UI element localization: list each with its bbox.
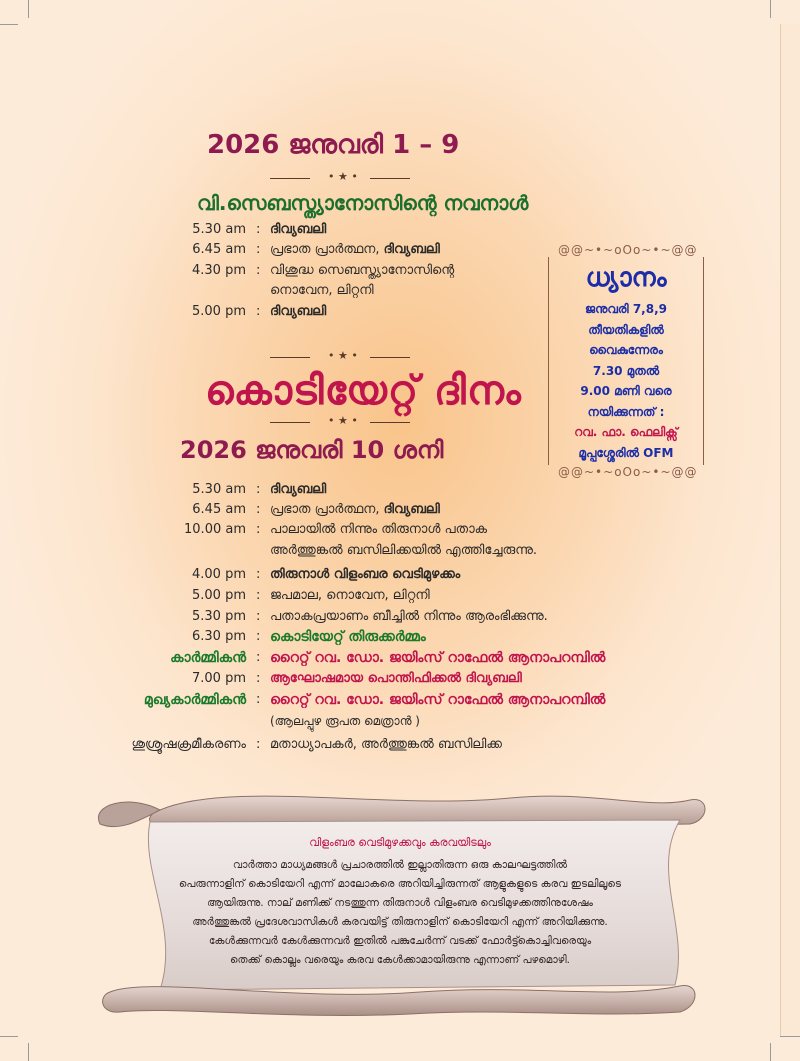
- meditation-box: [540, 243, 712, 477]
- meditation-line: ജനുവരി 7,8,9: [584, 302, 667, 316]
- ornament-top: @@~•~oOo~•~@@: [558, 243, 698, 257]
- note-line: അർത്തുങ്കൽ പ്രദേശവാസികൾ കരവയിട്ട് തിരുനാളിന് കൊടിയേറി എന്ന് അറിയിക്കുന്നു.: [192, 916, 608, 928]
- schedule-desc: ജപമാല, നൊവേന, ലിറ്റനി: [270, 588, 430, 603]
- colon: :: [256, 242, 261, 257]
- note-line: കേൾക്കുന്നവർ കേൾക്കുന്നവർ ഇതിൽ പങ്കുചേർന്ന് വടക്ക് ഫോർട്ട്കൊച്ചിവരെയും: [208, 935, 592, 947]
- note-title: വിളംബര വെടിമുഴക്കവും കരവയിടലും: [309, 836, 491, 849]
- novena-title: വി.സെബസ്ത്യാനോസിന്റെ നവനാൾ: [197, 191, 529, 215]
- meditation-line: 9.00 മണി വരെ: [580, 384, 672, 398]
- novena-date-range: 2026 ജനുവരി 1 – 9: [207, 130, 460, 160]
- schedule-desc-cont: (ആലപ്പുഴ രൂപത മെത്രാൻ ): [270, 714, 420, 728]
- schedule-time: 6.30 pm: [192, 629, 246, 644]
- note-line: വാർത്താ മാധ്യമങ്ങൾ പ്രചാരത്തിൽ ഇല്ലാതിരുന്ന ഒരു കാലഘട്ടത്തിൽ: [232, 859, 568, 871]
- schedule-desc: ദിവ്യബലി: [270, 222, 327, 237]
- schedule-time: 4.00 pm: [192, 567, 246, 582]
- crop-mark: [770, 1043, 771, 1061]
- divider-ornament: • ★ •: [270, 353, 410, 363]
- schedule-time: 5.30 am: [192, 222, 246, 237]
- novena-schedule: [150, 222, 530, 322]
- crop-mark: [0, 24, 18, 25]
- schedule-time: 5.00 pm: [192, 304, 246, 319]
- schedule-time: 6.45 am: [192, 242, 246, 257]
- meditation-title: ധ്യാനം: [585, 263, 667, 293]
- crop-mark: [0, 1036, 18, 1037]
- crop-mark: [770, 0, 771, 18]
- schedule-desc: കൊടിയേറ്റ് തിരുക്കർമ്മം: [270, 629, 426, 645]
- schedule-desc: പാലായിൽ നിന്നും തിരുനാൾ പതാക: [270, 522, 488, 537]
- schedule-desc: വിശുദ്ധ സെബസ്ത്യാനോസിന്റെ: [270, 263, 455, 278]
- schedule-desc: മതാധ്യാപകർ, അർത്തുങ്കൽ ബസിലിക്ക: [270, 737, 502, 752]
- colon: :: [256, 304, 261, 319]
- schedule-desc-cont: അർത്തുങ്കൽ ബസിലിക്കയിൽ എത്തിച്ചേരുന്നു.: [270, 543, 538, 558]
- flag-day-title: കൊടിയേറ്റ് ദിനം: [205, 368, 522, 414]
- meditation-leader: മൂപ്പശ്ശേരിൽ OFM: [578, 445, 674, 460]
- schedule-time: 5.30 pm: [192, 609, 246, 624]
- schedule-desc: ദിവ്യബലി: [270, 482, 327, 497]
- meditation-line: വൈകുന്നേരം: [589, 343, 663, 357]
- meditation-leader: റവ. ഫാ. ഫെലിക്സ്: [574, 425, 678, 439]
- schedule-desc: പ്രഭാത പ്രാർത്ഥന,: [270, 242, 384, 257]
- schedule-role: കാർമ്മികൻ: [170, 650, 246, 666]
- schedule-desc: തിരുനാൾ വിളംബര വെടിമുഴക്കം: [270, 567, 461, 582]
- crop-mark: [28, 0, 29, 18]
- meditation-line: 7.30 മുതൽ: [592, 363, 660, 378]
- divider-ornament: • ★ •: [270, 418, 410, 428]
- schedule-time: 10.00 am: [184, 522, 246, 537]
- note-line: ആയിരുന്നു. നാല് മണിക്ക് നടത്തുന്ന തിരുനാൾ വിളംബര വെടിമുഴക്കത്തിനുശേഷം: [207, 897, 593, 909]
- right-bleed-strip: [780, 24, 800, 1036]
- colon: :: [256, 263, 261, 278]
- schedule-desc-bold: ദിവ്യബലി: [383, 502, 440, 517]
- schedule-desc: പ്രഭാത പ്രാർത്ഥന,: [270, 502, 384, 517]
- schedule-desc: പതാകപ്രയാണം ബീച്ചിൽ നിന്നും ആരംഭിക്കുന്നു.: [270, 609, 548, 624]
- schedule-desc-bold: ദിവ്യബലി: [383, 242, 440, 257]
- note-scroll: [90, 780, 710, 1020]
- schedule-desc: ആഘോഷമായ പൊന്തിഫിക്കൽ ദിവ്യബലി: [270, 671, 522, 686]
- schedule-role: മുഖ്യകാർമ്മികൻ: [143, 692, 246, 708]
- note-line: തെക്ക് കൊല്ലം വരെയും കരവ കേൾക്കാമായിരുന്നു എന്നാണ് പഴമൊഴി.: [229, 954, 570, 966]
- colon: :: [256, 222, 261, 237]
- note-line: പെരുന്നാളിന് കൊടിയേറി എന്ന് മാലോകരെ അറിയിച്ചിരുന്നത് ആളുകളുടെ കരവ ഇടലിലൂടെ: [178, 878, 622, 890]
- schedule-time: 7.00 pm: [192, 671, 246, 686]
- schedule-time: 5.30 am: [192, 482, 246, 497]
- schedule-desc: റൈറ്റ് റവ. ഡോ. ജയിംസ് റാഫേൽ ആനാപറമ്പിൽ: [270, 650, 606, 666]
- schedule-time: 4.30 pm: [192, 263, 246, 278]
- schedule-desc: റൈറ്റ് റവ. ഡോ. ജയിംസ് റാഫേൽ ആനാപറമ്പിൽ: [270, 692, 606, 708]
- schedule-time: 6.45 am: [192, 502, 246, 517]
- crop-mark: [28, 1043, 29, 1061]
- meditation-line: നയിക്കുന്നത് :: [587, 404, 665, 419]
- ornament-bottom: @@~•~oOo~•~@@: [558, 465, 698, 479]
- schedule-desc: ദിവ്യബലി: [270, 304, 327, 319]
- flag-day-date: 2026 ജനുവരി 10 ശനി: [180, 436, 444, 464]
- schedule-desc-cont: നൊവേന, ലിറ്റനി: [270, 283, 374, 298]
- meditation-line: തീയതികളിൽ: [588, 322, 664, 337]
- schedule-role: ശുശ്രൂഷക്രമീകരണം: [131, 737, 246, 752]
- divider-ornament: • ★ •: [270, 174, 410, 184]
- crop-mark: [780, 1036, 800, 1037]
- flag-day-schedule: 5.30 am : ദിവ്യബലി 6.45 am : പ്രഭാത പ്രാർത്ഥന, ദിവ്യബലി 10.00 am : പാലായിൽ നിന്നും തിരുനാൾ പതാക അർത്തുങ്കൽ ബസിലിക്കയിൽ എത്തിച്ചേരുന്നു. 4.00 pm : തിരുനാൾ വിളംബര വെടിമുഴക്കം 5.00 pm : ജപമാല, നൊവേന, ലിറ്റനി 5.30 pm : പതാകപ്രയാണം ബീച്ചിൽ നിന്നും ആരംഭിക്കുന്നു. 6.30 pm : കൊടിയേറ്റ് തിരുക്കർമ്മം കാർമ്മികൻ : റൈറ്റ് റവ. ഡോ. ജയിംസ് റാഫേൽ ആനാപറമ്പിൽ 7.00 pm : ആഘോഷമായ പൊന്തിഫിക്കൽ ദിവ്യബലി മുഖ്യകാർമ്മികൻ : റൈറ്റ് റവ. ഡോ. ജയിംസ് റാഫേൽ ആനാപറമ്പിൽ (ആലപ്പുഴ രൂപത മെത്രാൻ ) ശുശ്രൂഷക്രമീകരണം : മതാധ്യാപകർ, അർത്തുങ്കൽ ബസിലിക്ക: [150, 482, 710, 762]
- schedule-time: 5.00 pm: [192, 588, 246, 603]
